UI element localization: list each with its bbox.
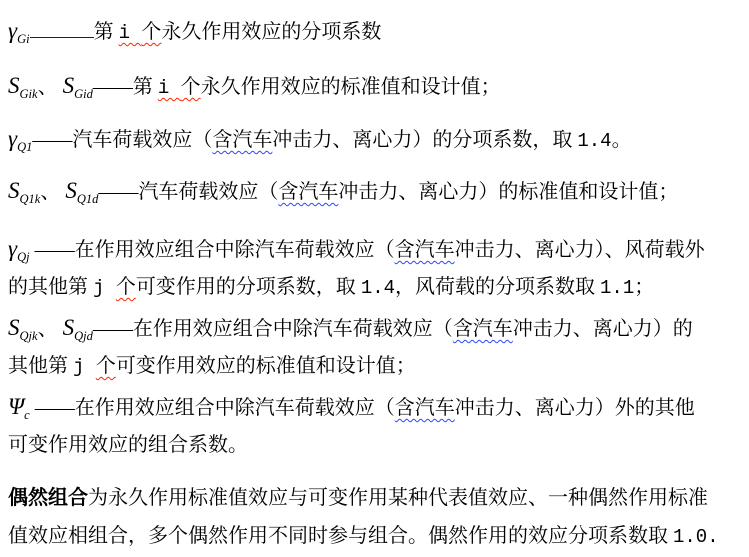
text-line bbox=[8, 230, 743, 268]
text-run: ——在作用效应组合中除汽车荷载效应（ bbox=[29, 397, 395, 419]
text-run: ——在作用效应组合中除汽车荷载效应（ bbox=[29, 239, 395, 261]
text-line bbox=[8, 172, 743, 210]
latin-text-run: j bbox=[93, 277, 116, 299]
math-symbol: Ψ bbox=[8, 394, 25, 419]
grammar-blue-underline: 含汽车 bbox=[212, 129, 273, 151]
text-line bbox=[8, 517, 743, 555]
text-run: ——汽车荷载效应（ bbox=[98, 181, 279, 203]
math-subscript: Gid bbox=[74, 87, 93, 101]
math-symbol: γ bbox=[8, 236, 18, 261]
spellcheck-red-underline: 个 bbox=[180, 76, 201, 98]
text-line bbox=[8, 479, 743, 517]
text-line bbox=[8, 120, 743, 158]
math-symbol: S bbox=[62, 73, 75, 98]
text-run: ——在作用效应组合中除汽车荷载效应（ bbox=[92, 318, 453, 340]
grammar-blue-underline: 含汽车 bbox=[452, 318, 513, 340]
math-subscript: Q1k bbox=[19, 192, 41, 206]
paragraph bbox=[8, 388, 743, 464]
math-symbol: S bbox=[65, 178, 77, 203]
math-symbol: S bbox=[62, 315, 75, 340]
paragraph bbox=[8, 12, 743, 50]
text-run: 为永久作用标准值效应与可变作用某种代表值效应、一种偶然作用标准 bbox=[88, 487, 708, 509]
text-line bbox=[8, 347, 743, 385]
blank-underline bbox=[30, 37, 94, 38]
paragraph bbox=[8, 67, 743, 105]
text-run: 冲击力、离心力）的分项系数，取 bbox=[272, 129, 578, 151]
text-run: 、 bbox=[37, 76, 63, 98]
text-run: 的其他第 bbox=[8, 276, 93, 298]
math-subscript: Gik bbox=[19, 87, 38, 101]
text-run: ——汽车荷载效应（ bbox=[32, 129, 213, 151]
math-subscript: Qjk bbox=[19, 329, 38, 343]
text-line bbox=[8, 426, 743, 464]
latin-text-run: 1.1 bbox=[600, 277, 635, 299]
text-line bbox=[8, 268, 743, 306]
text-run: ——第 bbox=[92, 76, 158, 98]
math-subscript: Q1d bbox=[76, 192, 99, 206]
spellcheck-red-underline: 个 bbox=[115, 276, 136, 298]
math-subscript: Q1 bbox=[17, 140, 33, 154]
text-run: 永久作用效应的标准值和设计值； bbox=[200, 76, 501, 98]
spellcheck-red-underline: i bbox=[118, 22, 142, 44]
text-run: 其他第 bbox=[8, 355, 73, 377]
grammar-blue-underline: 含汽车 bbox=[394, 397, 455, 419]
text-run: ，风荷载的分项系数取 bbox=[395, 276, 601, 298]
paragraph bbox=[8, 230, 743, 306]
paragraph bbox=[8, 309, 743, 385]
latin-text-run: 1.4 bbox=[577, 130, 612, 152]
spellcheck-red-underline: i bbox=[157, 77, 181, 99]
spellcheck-red-underline: 个 bbox=[141, 21, 162, 43]
text-run: 冲击力、离心力）的 bbox=[512, 318, 693, 340]
text-line bbox=[8, 309, 743, 347]
math-subscript: c bbox=[24, 408, 30, 422]
math-symbol: γ bbox=[8, 126, 18, 151]
paragraph bbox=[8, 172, 743, 210]
math-subscript: Qjd bbox=[74, 329, 93, 343]
math-subscript: Qj bbox=[17, 250, 30, 264]
text-line bbox=[8, 12, 743, 50]
math-symbol: S bbox=[8, 315, 20, 340]
latin-text-run: j bbox=[73, 356, 96, 378]
text-run: 值效应相组合，多个偶然作用不同时参与组合。偶然作用的效应分项系数取 bbox=[8, 525, 673, 547]
math-subscript: Gi bbox=[17, 32, 30, 46]
text-run: 冲击力、离心力）、风荷载外 bbox=[454, 239, 705, 261]
math-symbol: S bbox=[8, 73, 20, 98]
math-symbol: γ bbox=[8, 18, 18, 43]
text-run: 冲击力、离心力）外的其他 bbox=[454, 397, 695, 419]
text-line bbox=[8, 67, 743, 105]
text-run: 可变作用效应的标准值和设计值； bbox=[115, 355, 416, 377]
latin-text-run: 1.0. bbox=[673, 526, 719, 548]
bold-text-run: 偶然组合 bbox=[8, 487, 88, 509]
text-run: ； bbox=[634, 276, 655, 298]
spellcheck-red-underline: 个 bbox=[95, 355, 116, 377]
text-run: 可变作用效应的组合系数。 bbox=[8, 434, 248, 456]
grammar-blue-underline: 含汽车 bbox=[278, 181, 339, 203]
grammar-blue-underline: 含汽车 bbox=[394, 239, 455, 261]
text-run: 、 bbox=[40, 181, 66, 203]
text-run: 。 bbox=[611, 129, 632, 151]
text-run: 冲击力、离心力）的标准值和设计值； bbox=[338, 181, 679, 203]
paragraph bbox=[8, 479, 743, 555]
text-line bbox=[8, 388, 743, 426]
text-run: 、 bbox=[37, 318, 63, 340]
text-run: 第 bbox=[93, 21, 119, 43]
text-run: 永久作用效应的分项系数 bbox=[161, 21, 382, 43]
text-run: 可变作用的分项系数，取 bbox=[135, 276, 361, 298]
paragraph bbox=[8, 120, 743, 158]
latin-text-run: 1.4 bbox=[360, 277, 396, 299]
math-symbol: S bbox=[8, 178, 20, 203]
